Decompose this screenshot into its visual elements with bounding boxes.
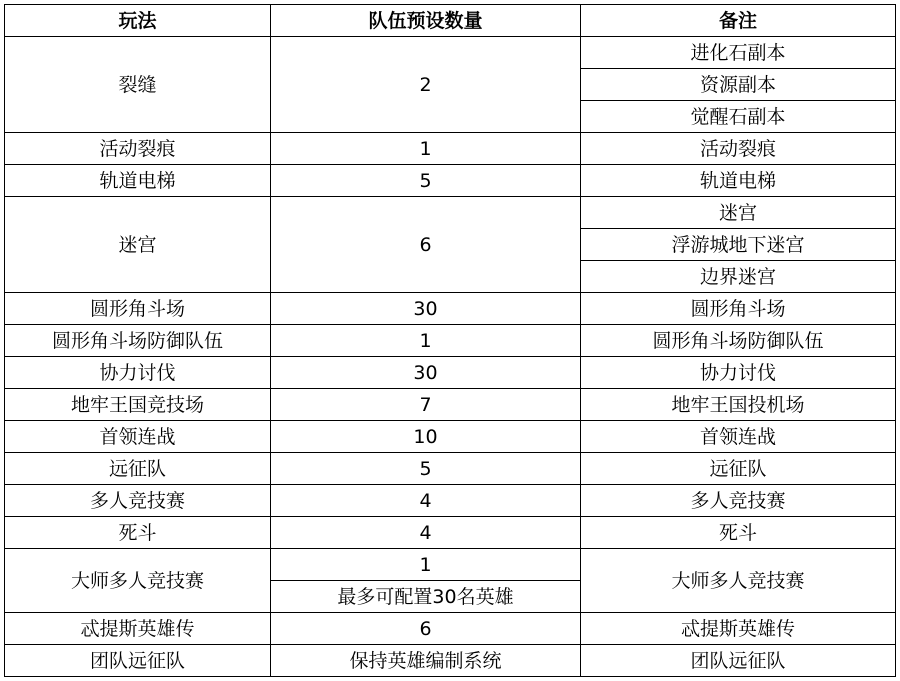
table-row — [5, 165, 896, 197]
mode-cell: 团队远征队 — [5, 645, 271, 677]
table-row — [5, 389, 896, 421]
mode-cell: 裂缝 — [5, 37, 271, 133]
presets-cell: 30 — [271, 357, 581, 389]
notes-cell: 多人竞技赛 — [581, 485, 896, 517]
mode-cell: 迷宫 — [5, 197, 271, 293]
table-row — [5, 197, 896, 229]
presets-cell: 6 — [271, 613, 581, 645]
mode-cell: 地牢王国竞技场 — [5, 389, 271, 421]
header-mode: 玩法 — [5, 5, 271, 37]
notes-cell: 资源副本 — [581, 69, 896, 101]
presets-table — [4, 4, 896, 677]
notes-cell: 迷宫 — [581, 197, 896, 229]
table-row — [5, 357, 896, 389]
table-row — [5, 453, 896, 485]
table-row — [5, 133, 896, 165]
mode-cell: 远征队 — [5, 453, 271, 485]
notes-cell: 大师多人竞技赛 — [581, 549, 896, 613]
presets-cell: 最多可配置30名英雄 — [271, 581, 581, 613]
presets-cell: 10 — [271, 421, 581, 453]
notes-cell: 地牢王国投机场 — [581, 389, 896, 421]
table-row — [5, 293, 896, 325]
table-row — [5, 325, 896, 357]
presets-cell: 5 — [271, 165, 581, 197]
presets-cell: 7 — [271, 389, 581, 421]
header-presets: 队伍预设数量 — [271, 5, 581, 37]
table-row — [5, 517, 896, 549]
mode-cell: 死斗 — [5, 517, 271, 549]
notes-cell: 边界迷宫 — [581, 261, 896, 293]
notes-cell: 圆形角斗场防御队伍 — [581, 325, 896, 357]
notes-cell: 远征队 — [581, 453, 896, 485]
presets-cell: 1 — [271, 133, 581, 165]
mode-cell: 活动裂痕 — [5, 133, 271, 165]
presets-cell: 30 — [271, 293, 581, 325]
table-row — [5, 645, 896, 677]
mode-cell: 轨道电梯 — [5, 165, 271, 197]
mode-cell: 圆形角斗场防御队伍 — [5, 325, 271, 357]
notes-cell: 浮游城地下迷宫 — [581, 229, 896, 261]
notes-cell: 忒提斯英雄传 — [581, 613, 896, 645]
presets-cell: 2 — [271, 37, 581, 133]
presets-cell: 1 — [271, 549, 581, 581]
table-row — [5, 485, 896, 517]
notes-cell: 协力讨伐 — [581, 357, 896, 389]
table-row — [5, 37, 896, 69]
mode-cell: 首领连战 — [5, 421, 271, 453]
presets-cell: 1 — [271, 325, 581, 357]
notes-cell: 首领连战 — [581, 421, 896, 453]
notes-cell: 团队远征队 — [581, 645, 896, 677]
notes-cell: 活动裂痕 — [581, 133, 896, 165]
mode-cell: 圆形角斗场 — [5, 293, 271, 325]
notes-cell: 圆形角斗场 — [581, 293, 896, 325]
presets-cell: 保持英雄编制系统 — [271, 645, 581, 677]
table-row — [5, 549, 896, 581]
mode-cell: 多人竞技赛 — [5, 485, 271, 517]
notes-cell: 死斗 — [581, 517, 896, 549]
notes-cell: 轨道电梯 — [581, 165, 896, 197]
table-row — [5, 421, 896, 453]
notes-cell: 进化石副本 — [581, 37, 896, 69]
mode-cell: 协力讨伐 — [5, 357, 271, 389]
header-notes: 备注 — [581, 5, 896, 37]
mode-cell: 大师多人竞技赛 — [5, 549, 271, 613]
presets-cell: 6 — [271, 197, 581, 293]
presets-cell: 4 — [271, 485, 581, 517]
header-row — [5, 5, 896, 37]
notes-cell: 觉醒石副本 — [581, 101, 896, 133]
table-row — [5, 613, 896, 645]
presets-cell: 5 — [271, 453, 581, 485]
presets-cell: 4 — [271, 517, 581, 549]
mode-cell: 忒提斯英雄传 — [5, 613, 271, 645]
